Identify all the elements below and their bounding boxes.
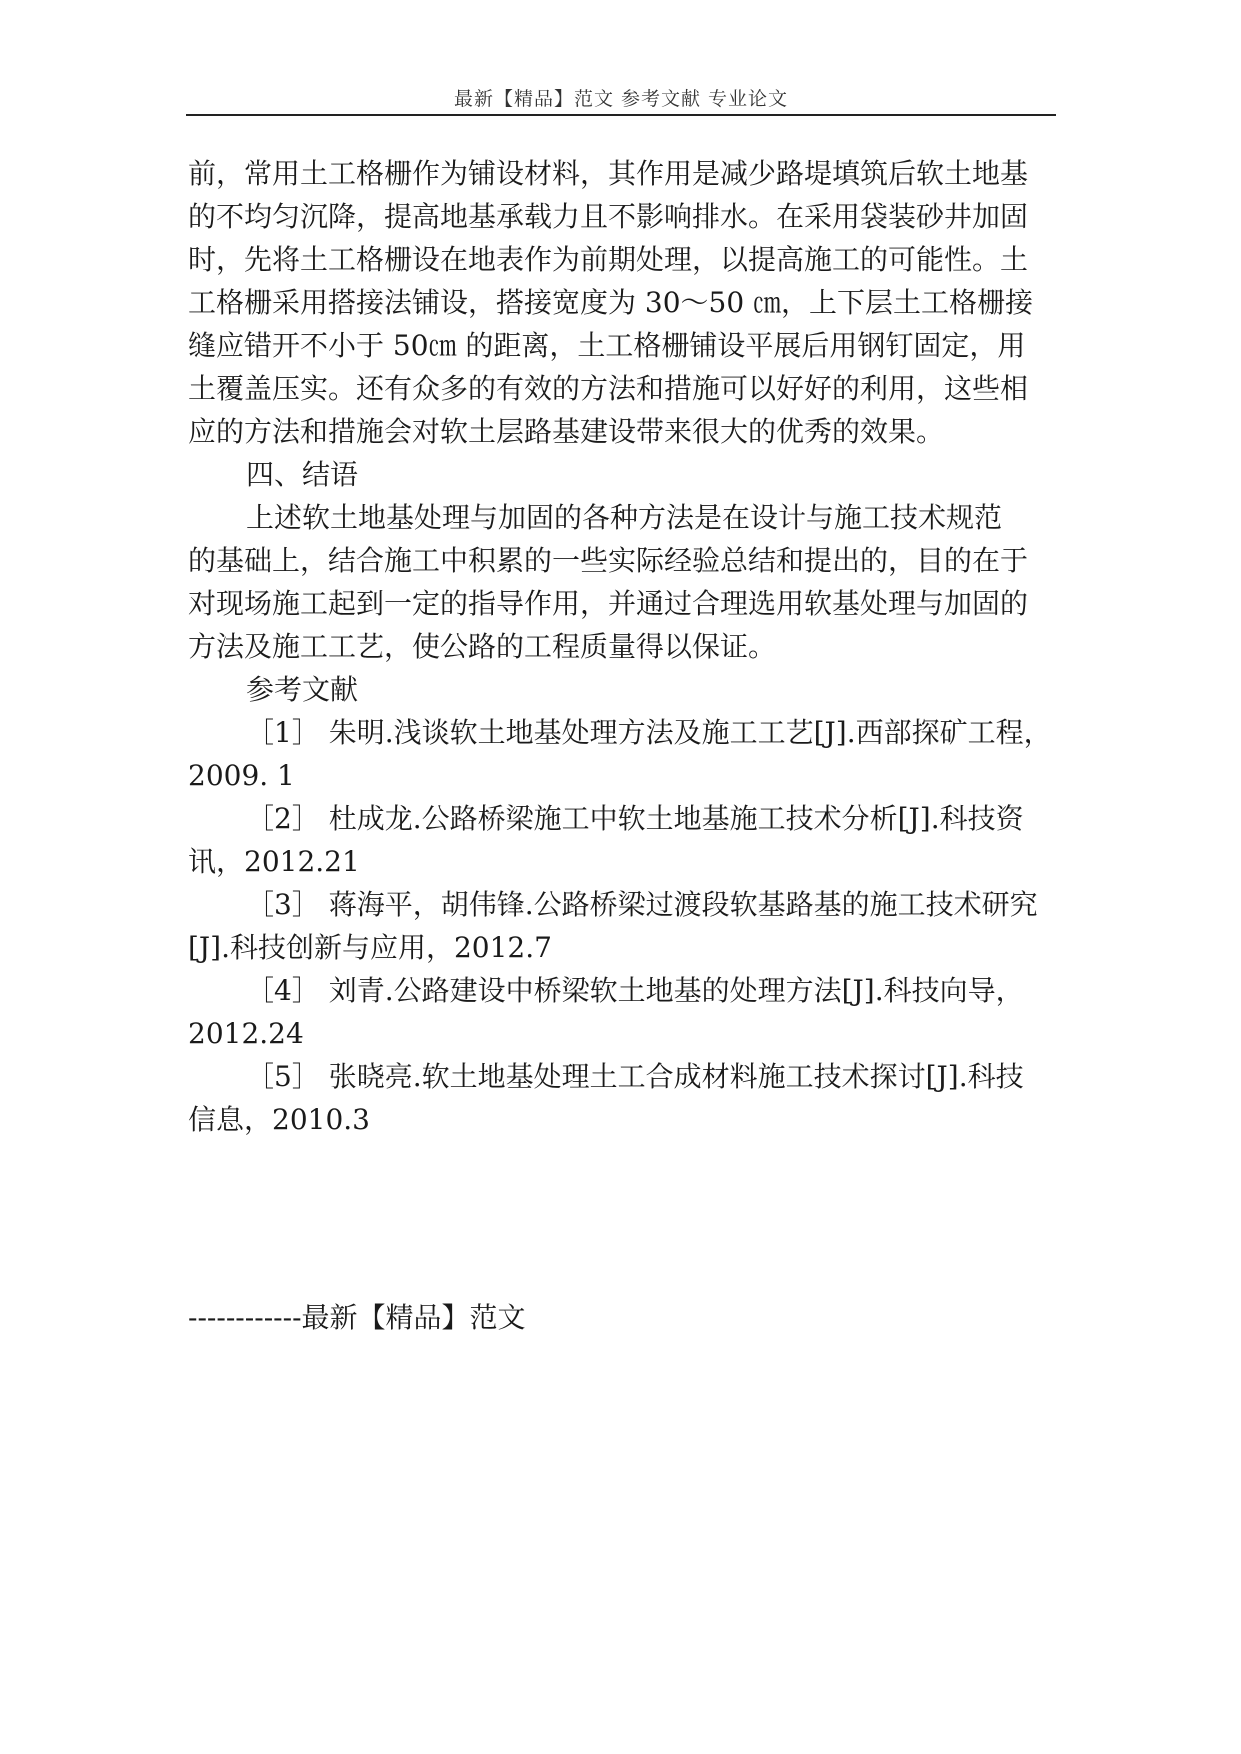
paragraph-line: 的基础上，结合施工中积累的一些实际经验总结和提出的，目的在于	[188, 544, 1029, 577]
paragraph-line: 前，常用土工格栅作为铺设材料，其作用是减少路堤填筑后软土地基	[188, 157, 1029, 190]
paragraph-line: 缝应错开不小于 50㎝ 的距离，土工格栅铺设平展后用钢钉固定，用	[188, 329, 1026, 362]
paragraph-line: 土覆盖压实。还有众多的有效的方法和措施可以好好的利用，这些相	[188, 372, 1029, 405]
reference-entry-continued: 讯，2012.21	[188, 845, 360, 878]
section-heading-references: 参考文献	[246, 673, 359, 706]
reference-entry: ［3］ 蒋海平，胡伟锋.公路桥梁过渡段软基路基的施工技术研究	[246, 888, 1038, 921]
paragraph-line: 对现场施工起到一定的指导作用，并通过合理选用软基处理与加固的	[188, 587, 1029, 620]
paragraph-line: 上述软土地基处理与加固的各种方法是在设计与施工技术规范	[246, 501, 1003, 534]
paragraph-line: 的不均匀沉降，提高地基承载力且不影响排水。在采用袋装砂井加固	[188, 200, 1029, 233]
header-divider	[186, 114, 1056, 116]
paragraph-line: 方法及施工工艺，使公路的工程质量得以保证。	[188, 630, 777, 663]
page-header: 最新【精品】范文 参考文献 专业论文	[453, 88, 789, 110]
reference-entry-continued: 信息，2010.3	[188, 1103, 370, 1136]
reference-entry-continued: [J].科技创新与应用，2012.7	[188, 931, 552, 964]
reference-entry: ［4］ 刘青.公路建设中桥梁软土地基的处理方法[J].科技向导，	[246, 974, 1024, 1007]
reference-entry: ［5］ 张晓亮.软土地基处理土工合成材料施工技术探讨[J].科技	[246, 1060, 1024, 1093]
reference-entry: ［1］ 朱明.浅谈软土地基处理方法及施工工艺[J].西部探矿工程，	[246, 716, 1052, 749]
reference-entry: ［2］ 杜成龙.公路桥梁施工中软土地基施工技术分析[J].科技资	[246, 802, 1024, 835]
document-body	[188, 152, 1058, 1141]
reference-entry-continued: 2012.24	[188, 1017, 304, 1050]
page-footer: ------------最新【精品】范文	[188, 1301, 526, 1334]
section-heading-conclusion: 四、结语	[246, 458, 359, 491]
paragraph-line: 工格栅采用搭接法铺设，搭接宽度为 30～50 ㎝，上下层土工格栅接	[188, 286, 1034, 319]
paragraph-line: 时，先将土工格栅设在地表作为前期处理，以提高施工的可能性。土	[188, 243, 1029, 276]
reference-entry-continued: 2009. 1	[188, 759, 295, 792]
paragraph-line: 应的方法和措施会对软土层路基建设带来很大的优秀的效果。	[188, 415, 945, 448]
